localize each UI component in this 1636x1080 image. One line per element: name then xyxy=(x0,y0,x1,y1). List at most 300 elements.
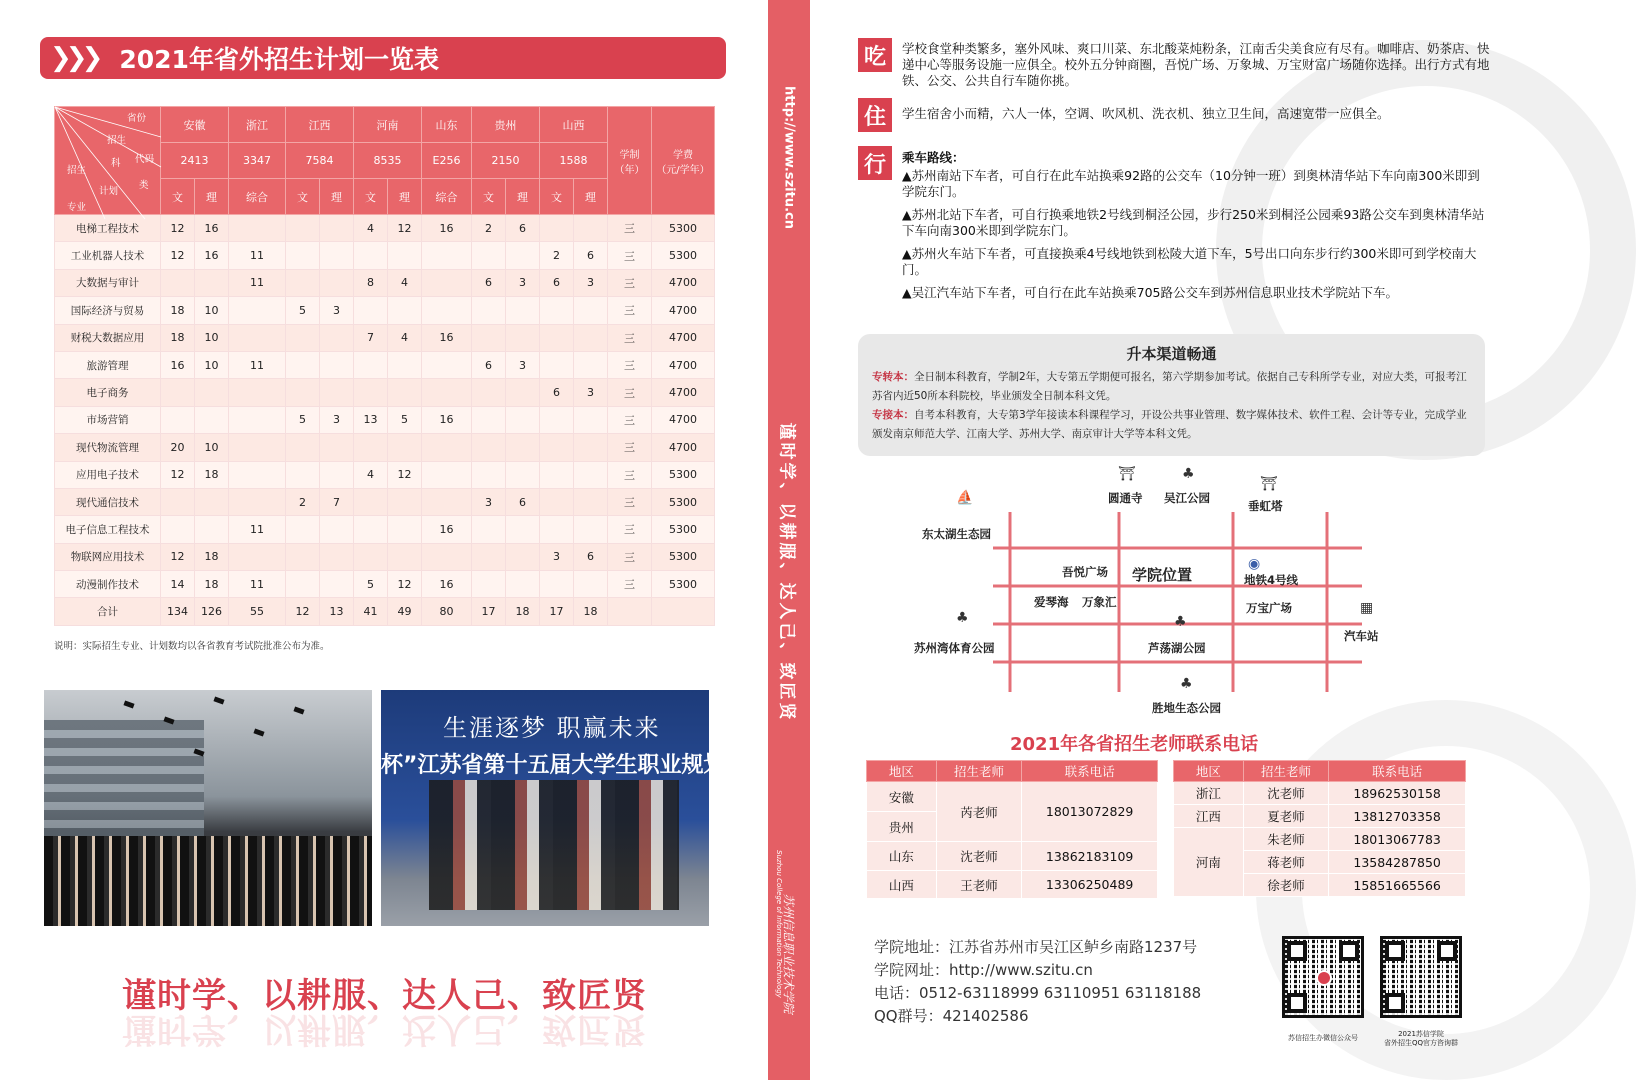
subject-type-header: 文 xyxy=(540,179,574,215)
subject-type-header: 文 xyxy=(161,179,195,215)
plan-count xyxy=(195,379,229,406)
map-place: 万宝广场 xyxy=(1246,601,1292,615)
table-row xyxy=(55,242,715,269)
plan-count xyxy=(286,324,320,351)
map-place: 圆通寺 xyxy=(1108,491,1143,505)
double-chevron-icon: ❯❯❯ xyxy=(50,43,98,73)
map-place: 芦荡湖公园 xyxy=(1148,641,1206,655)
plan-count xyxy=(506,324,540,351)
plan-count: 12 xyxy=(388,571,422,598)
plan-count xyxy=(286,379,320,406)
plan-count xyxy=(320,242,354,269)
photo-banner: 杯”江苏省第十五届大学生职业规划大 xyxy=(381,753,748,778)
spine-school-cn: 苏州信息职业技术学院 xyxy=(781,893,796,1014)
plan-count xyxy=(320,571,354,598)
plan-count: 18 xyxy=(161,297,195,324)
plan-count: 16 xyxy=(195,215,229,242)
plan-count xyxy=(286,434,320,461)
col-teacher: 招生老师 xyxy=(936,761,1022,782)
plan-count xyxy=(320,269,354,296)
plan-count xyxy=(320,516,354,543)
plan-count xyxy=(422,543,472,570)
plan-count xyxy=(320,351,354,378)
region: 河南 xyxy=(1174,828,1244,897)
code-jiangxi: 7584 xyxy=(286,143,354,179)
plan-count: 14 xyxy=(161,571,195,598)
zjb-text: 自考本科教育，大专第3学年接读本科课程学习，开设公共事业管理、数字媒体技术、软件工程、会计等专业，完成学业颁发南京师范大学、江南大学、苏州大学、南京审计大学等本科文凭。 xyxy=(872,409,1467,440)
plan-count: 49 xyxy=(388,598,422,625)
tuition-fee: 5300 xyxy=(652,516,715,543)
plan-count xyxy=(388,543,422,570)
tuition-fee: 4700 xyxy=(652,297,715,324)
table-row xyxy=(55,269,715,296)
plan-count xyxy=(472,516,506,543)
plan-count xyxy=(472,379,506,406)
plan-count: 10 xyxy=(195,324,229,351)
plan-count: 6 xyxy=(472,269,506,296)
plan-count xyxy=(195,406,229,433)
plan-count xyxy=(472,242,506,269)
duration: 三 xyxy=(608,516,652,543)
tuition-fee: 5300 xyxy=(652,571,715,598)
diag-province: 省份 xyxy=(127,113,147,124)
plan-count: 10 xyxy=(195,351,229,378)
route-item: ▲苏州火车站下车者，可直接换乘4号线地铁到松陵大道下车，5号出口向东步行约300米即可到学校南大门。 xyxy=(902,246,1477,277)
photo-slogan: 生涯逐梦 职赢未来 xyxy=(443,714,661,742)
plan-count xyxy=(506,543,540,570)
website-link[interactable]: 学院网址：http://www.szitu.cn xyxy=(874,961,1093,979)
table-row xyxy=(55,598,715,625)
subject-type-header: 理 xyxy=(320,179,354,215)
col-phone: 联系电话 xyxy=(1022,761,1158,782)
plan-count: 134 xyxy=(161,598,195,625)
major-name: 现代通信技术 xyxy=(55,488,161,515)
subject-type-header: 理 xyxy=(574,179,608,215)
region: 山东 xyxy=(867,842,937,871)
tuition-fee: 4700 xyxy=(652,379,715,406)
table-row xyxy=(55,351,715,378)
tuition-fee: 4700 xyxy=(652,434,715,461)
plan-count: 3 xyxy=(540,543,574,570)
diag-major: 专业 xyxy=(67,202,87,213)
plan-count xyxy=(574,571,608,598)
plan-count xyxy=(320,215,354,242)
duration: 三 xyxy=(608,269,652,296)
code-anhui: 2413 xyxy=(161,143,229,179)
duration xyxy=(608,598,652,625)
map-place: 胜地生态公园 xyxy=(1152,701,1221,715)
plan-count xyxy=(422,242,472,269)
teacher: 王老师 xyxy=(936,871,1022,899)
duration: 三 xyxy=(608,406,652,433)
graduation-photo xyxy=(44,690,372,926)
plan-count xyxy=(229,324,286,351)
plan-count: 8 xyxy=(354,269,388,296)
teacher: 夏老师 xyxy=(1243,805,1329,828)
plan-count: 18 xyxy=(195,571,229,598)
tree-icon: ♣ xyxy=(1180,676,1193,692)
qr-finder xyxy=(1385,993,1405,1013)
plan-count xyxy=(320,379,354,406)
subject-type-header: 理 xyxy=(506,179,540,215)
duration: 三 xyxy=(608,351,652,378)
plan-count: 3 xyxy=(574,379,608,406)
plan-count xyxy=(354,516,388,543)
major-name: 国际经济与贸易 xyxy=(55,297,161,324)
prov-jiangxi: 江西 xyxy=(286,107,354,143)
pagoda-icon: ⛩ xyxy=(1118,466,1136,482)
subject-type-header: 文 xyxy=(354,179,388,215)
plan-count xyxy=(161,488,195,515)
plan-count: 18 xyxy=(161,324,195,351)
subject-type-header: 文 xyxy=(286,179,320,215)
map-place: 汽车站 xyxy=(1344,629,1379,643)
plan-count xyxy=(229,543,286,570)
qq-group-qr-code[interactable] xyxy=(1380,936,1462,1018)
subject-type-header: 文 xyxy=(472,179,506,215)
diag-plan: 计划 xyxy=(99,186,119,197)
plan-count: 3 xyxy=(574,269,608,296)
qr1-caption: 苏信招生办微信公众号 xyxy=(1288,1034,1358,1042)
plan-count: 16 xyxy=(422,215,472,242)
table-row xyxy=(55,297,715,324)
region: 浙江 xyxy=(1174,782,1244,805)
major-name: 物联网应用技术 xyxy=(55,543,161,570)
map-place: 爱琴海 xyxy=(1034,595,1069,609)
zzb-text: 全日制本科教育，学制2年，大专第五学期便可报名，第六学期参加考试。依据自己专科所学专业，对应大类，可报考江苏省内近50所本科院校，毕业颁发全日制本科文凭。 xyxy=(872,371,1467,402)
school-motto: 谨时学、以耕服、达人己、致匠贤 xyxy=(122,976,647,1016)
qq-group: QQ群号：421402586 xyxy=(874,1007,1029,1025)
plan-count xyxy=(422,379,472,406)
plan-count xyxy=(195,488,229,515)
table-row xyxy=(55,571,715,598)
tuition-fee: 4700 xyxy=(652,351,715,378)
contact-table-right xyxy=(1173,760,1466,897)
code-guizhou: 2150 xyxy=(472,143,540,179)
plan-count xyxy=(354,379,388,406)
phone: 15851665566 xyxy=(1329,874,1466,897)
plan-count: 4 xyxy=(388,269,422,296)
right-page xyxy=(810,0,1516,1080)
duration: 三 xyxy=(608,215,652,242)
plan-count: 5 xyxy=(286,297,320,324)
plan-count: 12 xyxy=(286,598,320,625)
plan-count: 18 xyxy=(574,598,608,625)
col-teacher: 招生老师 xyxy=(1243,761,1329,782)
plan-count xyxy=(354,297,388,324)
plan-count xyxy=(574,406,608,433)
plan-count: 20 xyxy=(161,434,195,461)
tuition-fee: 5300 xyxy=(652,488,715,515)
school-motto-reflection: 谨时学、以耕服、达人己、致匠贤 xyxy=(122,1009,647,1049)
plan-count xyxy=(506,571,540,598)
plan-count xyxy=(506,434,540,461)
prov-henan: 河南 xyxy=(354,107,422,143)
diagonal-header-cell xyxy=(55,107,161,215)
plan-count: 12 xyxy=(161,461,195,488)
plan-count xyxy=(472,324,506,351)
plan-count: 2 xyxy=(286,488,320,515)
plan-count: 11 xyxy=(229,571,286,598)
plan-count xyxy=(195,516,229,543)
duration: 三 xyxy=(608,434,652,461)
plan-count xyxy=(388,351,422,378)
plan-count: 7 xyxy=(354,324,388,351)
plan-count xyxy=(320,324,354,351)
school-location: 学院位置 xyxy=(1132,566,1193,584)
enrollment-plan-table xyxy=(54,106,715,626)
mortarboard-icon xyxy=(253,728,264,736)
diag-enroll: 招生 xyxy=(107,135,127,146)
qr-finder xyxy=(1287,993,1307,1013)
plan-count xyxy=(574,434,608,461)
plan-count xyxy=(540,351,574,378)
table-row xyxy=(55,434,715,461)
plan-count xyxy=(286,269,320,296)
plan-count: 10 xyxy=(195,434,229,461)
plan-count: 7 xyxy=(320,488,354,515)
plan-count xyxy=(354,351,388,378)
plan-count xyxy=(422,351,472,378)
plan-count xyxy=(161,516,195,543)
map-place: 垂虹塔 xyxy=(1248,499,1283,513)
qr-finder xyxy=(1385,941,1405,961)
tuition-fee: 5300 xyxy=(652,543,715,570)
plan-count xyxy=(388,297,422,324)
col-region: 地区 xyxy=(1174,761,1244,782)
career-contest-photo xyxy=(381,690,748,926)
plan-count xyxy=(506,461,540,488)
plan-count: 6 xyxy=(574,543,608,570)
table-row xyxy=(55,324,715,351)
plan-count xyxy=(229,434,286,461)
duration: 三 xyxy=(608,488,652,515)
duration: 三 xyxy=(608,461,652,488)
upgrade-panel xyxy=(858,334,1485,456)
fee-header: 学费 （元/学年） xyxy=(652,107,715,215)
live-text: 学生宿舍小而精，六人一体，空调、吹风机、洗衣机、独立卫生间，高速宽带一应俱全。 xyxy=(902,106,1390,121)
plan-count xyxy=(320,461,354,488)
plan-count: 16 xyxy=(195,242,229,269)
plan-count xyxy=(422,269,472,296)
duration: 三 xyxy=(608,379,652,406)
plan-count: 4 xyxy=(388,324,422,351)
travel-icon: 行 xyxy=(858,146,892,180)
major-name: 电子商务 xyxy=(55,379,161,406)
plan-count xyxy=(354,543,388,570)
plan-count xyxy=(229,488,286,515)
diag-category: 类 xyxy=(139,180,149,191)
plan-count xyxy=(388,516,422,543)
plan-count: 4 xyxy=(354,461,388,488)
plan-count: 11 xyxy=(229,269,286,296)
teacher: 沈老师 xyxy=(936,842,1022,871)
route-item: ▲吴江汽车站下车者，可自行在此车站换乘705路公交车到苏州信息职业技术学院站下车。 xyxy=(902,285,1398,300)
subject-type-header: 理 xyxy=(388,179,422,215)
tree-icon: ♣ xyxy=(1174,614,1187,630)
duration: 三 xyxy=(608,324,652,351)
plan-title: 2021年省外招生计划一览表 xyxy=(119,45,439,74)
spine xyxy=(768,0,810,1080)
plan-count: 18 xyxy=(195,543,229,570)
plan-count xyxy=(472,297,506,324)
plan-count xyxy=(229,461,286,488)
plan-count xyxy=(540,571,574,598)
mortarboard-icon xyxy=(213,696,224,704)
plan-count: 16 xyxy=(422,324,472,351)
code-shandong: E256 xyxy=(422,143,472,179)
plan-count: 5 xyxy=(286,406,320,433)
teacher: 蒋老师 xyxy=(1243,851,1329,874)
major-name: 旅游管理 xyxy=(55,351,161,378)
duration: 三 xyxy=(608,297,652,324)
graduates-crowd xyxy=(44,836,372,926)
major-name: 电梯工程技术 xyxy=(55,215,161,242)
code-zhejiang: 3347 xyxy=(229,143,286,179)
plan-count: 4 xyxy=(354,215,388,242)
qr-finder xyxy=(1287,941,1307,961)
route-item: ▲苏州北站下车者，可自行换乘地铁2号线到桐泾公园，步行250米到桐泾公园乘93路公交车到奥林清华站下车向南300米即到学院东门。 xyxy=(902,207,1485,238)
plan-count xyxy=(574,297,608,324)
plan-count: 3 xyxy=(472,488,506,515)
plan-count xyxy=(320,543,354,570)
plan-count xyxy=(286,242,320,269)
award-group xyxy=(429,780,679,910)
mortarboard-icon xyxy=(123,700,134,708)
plan-count xyxy=(506,406,540,433)
plan-count xyxy=(388,434,422,461)
plan-count: 12 xyxy=(161,242,195,269)
table-note: 说明：实际招生专业、计划数均以各省教育考试院批准公布为准。 xyxy=(54,641,330,652)
subject-type-header: 综合 xyxy=(422,179,472,215)
plan-count: 6 xyxy=(574,242,608,269)
plan-count: 12 xyxy=(388,215,422,242)
tuition-fee: 4700 xyxy=(652,324,715,351)
diag-code: 代码 xyxy=(135,154,155,165)
plan-count: 11 xyxy=(229,351,286,378)
qr-finder xyxy=(1339,941,1359,961)
subject-type-header: 综合 xyxy=(229,179,286,215)
eat-text: 学校食堂种类繁多，塞外风味、爽口川菜、东北酸菜炖粉条，江南舌尖美食应有尽有。咖啡店、奶茶店、快递中心等服务设施一应俱全。校外五分钟商圈，吾悦广场、万象城、万宝财富广场随你选择。出行方式有地铁、公交、公共自行车随你挑。 xyxy=(902,41,1490,88)
route-block xyxy=(902,150,1492,301)
bus-station-icon: ▦ xyxy=(1360,600,1374,616)
metro-icon: ◉ xyxy=(1248,556,1261,572)
tuition-fee: 4700 xyxy=(652,269,715,296)
plan-count xyxy=(195,269,229,296)
mortarboard-icon xyxy=(293,706,304,714)
route-title: 乘车路线： xyxy=(902,150,965,165)
plan-count: 16 xyxy=(161,351,195,378)
teacher: 朱老师 xyxy=(1243,828,1329,851)
plan-count xyxy=(229,406,286,433)
spine-motto: 谨时学、以耕服、达人己、致匠贤 xyxy=(776,422,797,723)
table-row xyxy=(55,543,715,570)
code-shanxi: 1588 xyxy=(540,143,608,179)
tree-icon: ♣ xyxy=(956,610,969,626)
table-row xyxy=(55,379,715,406)
plan-count: 13 xyxy=(354,406,388,433)
plan-count: 55 xyxy=(229,598,286,625)
prov-shandong: 山东 xyxy=(422,107,472,143)
table-row xyxy=(55,516,715,543)
pagoda-icon: ⛩ xyxy=(1260,476,1278,492)
major-name: 动漫制作技术 xyxy=(55,571,161,598)
tuition-fee xyxy=(652,598,715,625)
contact-info xyxy=(874,936,1201,1028)
duration: 三 xyxy=(608,543,652,570)
plan-count: 12 xyxy=(161,215,195,242)
plan-count xyxy=(540,516,574,543)
col-phone: 联系电话 xyxy=(1329,761,1466,782)
plan-count xyxy=(472,461,506,488)
plan-count xyxy=(472,571,506,598)
upgrade-title: 升本渠道畅通 xyxy=(1126,345,1217,363)
qr2-caption-line1: 2021苏信学院 xyxy=(1398,1030,1444,1038)
plan-count: 80 xyxy=(422,598,472,625)
prov-guizhou: 贵州 xyxy=(472,107,540,143)
upgrade-zzb xyxy=(858,364,1485,406)
map-place: 东太湖生态园 xyxy=(922,527,991,541)
zzb-label: 专转本： xyxy=(872,371,914,383)
spine-url: http://www.szitu.cn xyxy=(781,86,797,229)
phone-numbers: 电话：0512-63118999 63110951 63118188 xyxy=(874,984,1202,1002)
plan-count: 6 xyxy=(540,379,574,406)
plan-count xyxy=(286,571,320,598)
plan-count xyxy=(574,516,608,543)
plan-count xyxy=(286,461,320,488)
phone: 18962530158 xyxy=(1329,782,1466,805)
plan-count xyxy=(229,297,286,324)
table-row xyxy=(55,461,715,488)
code-henan: 8535 xyxy=(354,143,422,179)
plan-count xyxy=(422,461,472,488)
diag-subject: 科 xyxy=(111,158,121,169)
major-name: 工业机器人技术 xyxy=(55,242,161,269)
plan-count: 16 xyxy=(422,571,472,598)
eat-icon: 吃 xyxy=(858,38,892,72)
plan-count xyxy=(388,488,422,515)
duration: 三 xyxy=(608,571,652,598)
plan-count xyxy=(161,379,195,406)
wechat-qr-code[interactable] xyxy=(1282,936,1364,1018)
prov-zhejiang: 浙江 xyxy=(229,107,286,143)
prov-anhui: 安徽 xyxy=(161,107,229,143)
tree-icon: ♣ xyxy=(1182,466,1195,482)
tuition-fee: 5300 xyxy=(652,242,715,269)
plan-count xyxy=(229,379,286,406)
map-place: 万象汇 xyxy=(1082,595,1117,609)
plan-count: 16 xyxy=(422,516,472,543)
plan-count xyxy=(229,215,286,242)
upgrade-zjb xyxy=(858,406,1485,444)
qr-finder xyxy=(1437,941,1457,961)
major-name: 市场营销 xyxy=(55,406,161,433)
major-name: 大数据与审计 xyxy=(55,269,161,296)
col-region: 地区 xyxy=(867,761,937,782)
plan-count xyxy=(472,543,506,570)
plan-count: 11 xyxy=(229,242,286,269)
plan-count xyxy=(422,297,472,324)
plan-count xyxy=(286,516,320,543)
tuition-fee: 5300 xyxy=(652,461,715,488)
plan-count xyxy=(540,406,574,433)
plan-table-body xyxy=(55,215,715,626)
diag-zs: 招生 xyxy=(67,165,87,176)
live-icon: 住 xyxy=(858,98,892,132)
building-shape xyxy=(44,720,204,850)
contact-title: 2021年各省招生老师联系电话 xyxy=(1010,734,1259,755)
table-row xyxy=(55,488,715,515)
